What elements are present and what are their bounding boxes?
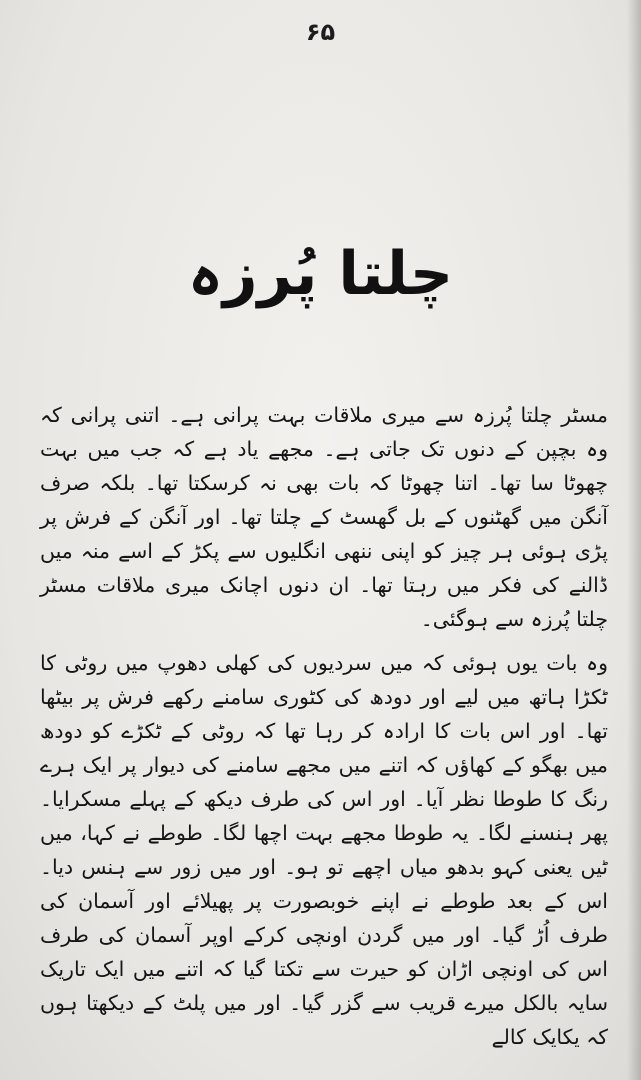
chapter-title: چلتا پُرزہ	[187, 239, 454, 309]
paragraph-2: وہ بات یوں ہوئی کہ میں سردیوں کی کھلی دھوپ میں روٹی کا ٹکڑا ہاتھ میں لیے اور دودھ کی کٹوری سامنے رکھے فرش پر بیٹھا تھا۔ اور اس بات کا ارادہ کر رہا تھا کہ روٹی کے ٹکڑے کو دودھ میں بھگو کے کھاؤں کہ اتنے میں مجھے سامنے کی دیوار پر ایک ہرے رنگ کا طوطا نظر آیا۔ اور اس کی طرف دیکھ کے پہلے مسکرایا۔ پھر ہنسنے لگا۔ یہ طوطا مجھے بہت اچھا لگا۔ طوطے نے کہا، میں ٹیں یعنی کہو بدھو میاں اچھے تو ہو۔ اور میں زور سے ہنس دیا۔ اس کے بعد طوطے نے اپنے خوبصورت پر پھیلائے اور آسمان کی طرف اُڑ گیا۔ اور میں گردن اونچی کرکے اوپر آسمان کی طرف اس کی اونچی اڑان کو حیرت سے تکتا گیا کہ اتنے میں ایک تاریک سایہ بالکل میرے قریب سے گزر گیا۔ اور میں پلٹ کے دیکھتا ہوں کہ یکایک کالے	[40, 651, 608, 1049]
page-edge-shadow	[627, 0, 641, 1080]
page-number: ۶۵	[305, 18, 336, 46]
body-text	[40, 398, 608, 1054]
paragraph-1: مسٹر چلتا پُرزہ سے میری ملاقات بہت پرانی ہے۔ اتنی پرانی کہ وہ بچپن کے دنوں تک جاتی ہے۔ مجھے یاد ہے کہ جب میں بہت چھوٹا سا تھا۔ اتنا چھوٹا کہ بات بھی نہ کرسکتا تھا۔ بلکہ صرف آنگن میں گھٹنوں کے بل گھسٹ کے چلتا تھا۔ اور آنگن کے فرش پر پڑی ہوئی ہر چیز کو اپنی ننھی انگلیوں سے پکڑ کے اسے منہ میں ڈالنے کی فکر میں رہتا تھا۔ ان دنوں اچانک میری ملاقات مسٹر چلتا پُرزہ سے ہوگئی۔	[40, 403, 608, 631]
